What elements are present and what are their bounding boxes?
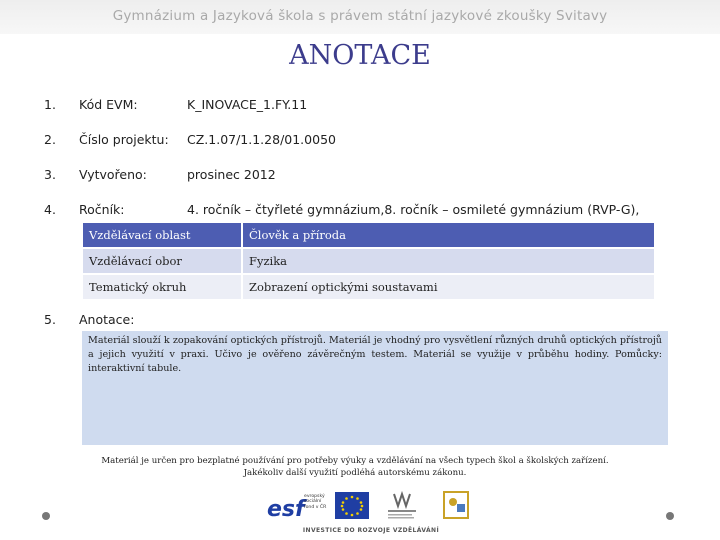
field-label: Ročník:: [79, 202, 125, 217]
table-cell-value: Zobrazení optickými soustavami: [242, 274, 655, 300]
annotation-box: [82, 331, 668, 445]
field-number: 5.: [44, 312, 56, 327]
msmt-logo: [376, 490, 430, 524]
esf-mark: esf: [267, 497, 305, 522]
table-row: [82, 222, 655, 248]
field-number: 1.: [44, 97, 56, 112]
usage-note-line: Materiál je určen pro bezplatné používání pro potřeby výuky a vzdělávání na všech typech škol a školských zařízení.: [101, 456, 609, 466]
field-label: Kód EVM:: [79, 97, 138, 112]
field-value: CZ.1.07/1.1.28/01.0050: [187, 132, 336, 147]
table-row: [82, 274, 655, 300]
annotation-text: Materiál slouží k zopakování optických přístrojů. Materiál je vhodný pro vysvětlení různých druhů optických přístrojů a jejich využití v praxi. Učivo je ověřeno závěrečným testem. Materiál se využije v průběhu hodiny. Pomůcky: interaktivní tabule.: [88, 335, 662, 374]
field-label: Vytvořeno:: [79, 167, 147, 182]
bullet-dot-right: [666, 512, 674, 520]
usage-note-line: Jakékoliv další využití podléhá autorskému zákonu.: [243, 468, 467, 478]
op-vk-logo: [442, 490, 472, 524]
table-cell-value: Fyzika: [242, 248, 655, 274]
field-value: prosinec 2012: [187, 167, 276, 182]
table-cell-label: Tematický okruh: [82, 274, 242, 300]
logos-caption: INVESTICE DO ROZVOJE VZDĚLÁVÁNÍ: [302, 527, 440, 534]
field-number: 4.: [44, 202, 56, 217]
page-title: ANOTACE: [289, 40, 431, 71]
field-number: 3.: [44, 167, 56, 182]
table-cell-label: Vzdělávací oblast: [82, 222, 242, 248]
field-value: 4. ročník – čtyřleté gymnázium,8. ročník – osmileté gymnázium (RVP-G),: [187, 202, 640, 217]
table-cell-value: Člověk a příroda: [242, 222, 655, 248]
field-label: Číslo projektu:: [79, 132, 169, 147]
usage-note: [0, 455, 710, 479]
table-row: [82, 248, 655, 274]
school-name: Gymnázium a Jazyková škola s právem státní jazykové zkoušky Svitavy: [112, 8, 608, 24]
field-number: 2.: [44, 132, 56, 147]
esf-caption: evropský sociální fond v ČR: [304, 494, 327, 510]
table-cell-label: Vzdělávací obor: [82, 248, 242, 274]
curriculum-table: [81, 221, 656, 301]
bullet-dot-left: [42, 512, 50, 520]
field-label: Anotace:: [79, 312, 135, 327]
funding-logos: [266, 490, 476, 538]
eu-flag-logo: [335, 492, 369, 519]
field-value: K_INOVACE_1.FY.11: [187, 97, 308, 112]
esf-logo: [266, 490, 330, 524]
